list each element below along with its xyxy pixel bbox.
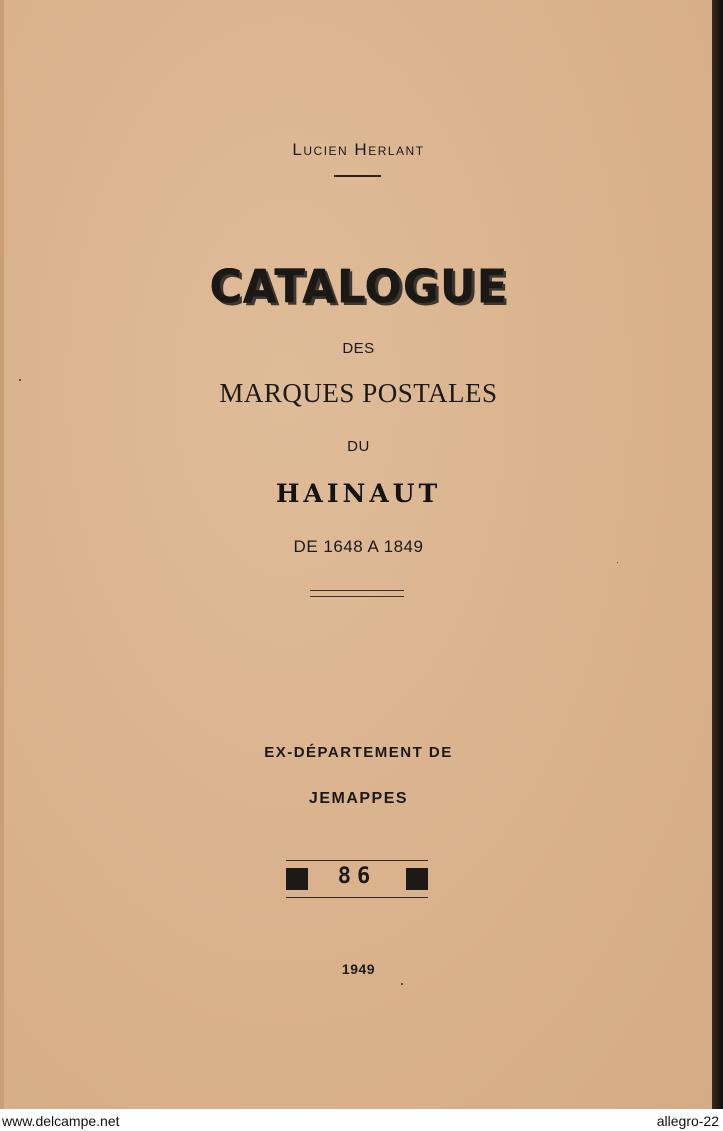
author-divider [334,175,381,177]
section-divider [310,590,404,597]
date-range: DE 1648 A 1849 [293,537,424,556]
title-line-marques: MARQUES POSTALES [219,378,498,408]
watermark-right: allegro-22 [656,1113,719,1129]
author-name: Lucien Herlant [292,140,425,159]
paper-speck [617,562,618,563]
department-line: EX-DÉPARTEMENT DE [264,744,453,761]
title-line-des: DES [342,340,375,357]
page-edge-shadow [712,0,723,1109]
catalogue-number-box [286,860,428,898]
watermark-left: www.delcampe.net [2,1113,120,1129]
paper-speck [401,983,403,985]
department-name: JEMAPPES [308,790,409,807]
cover-title: CATALOGUE [209,260,508,315]
publication-year: 1949 [341,961,376,977]
title-line-du: DU [347,438,370,455]
black-square-icon [406,868,428,890]
catalogue-number: 86 [337,864,377,889]
paper-speck [19,379,21,381]
region-name: HAINAUT [275,479,442,508]
